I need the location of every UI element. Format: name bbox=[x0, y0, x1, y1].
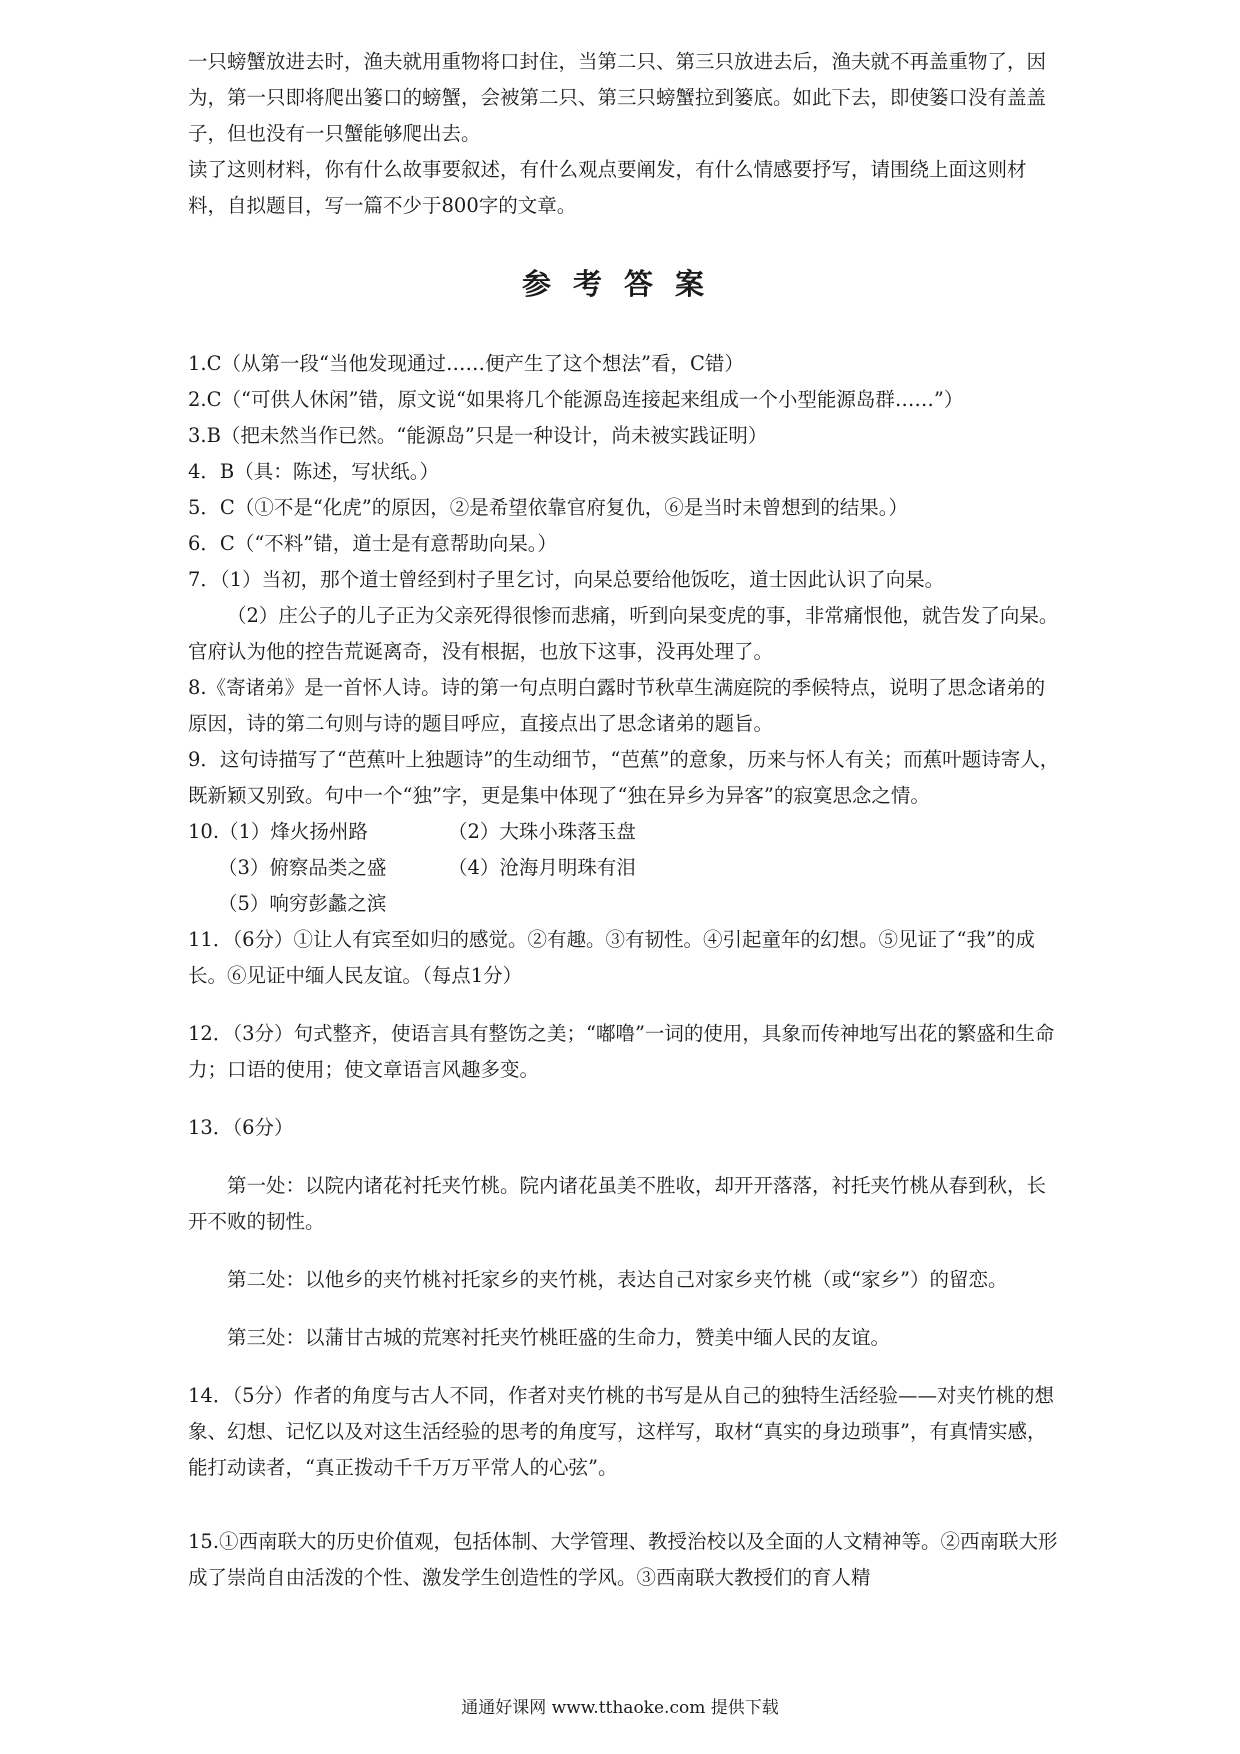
answer-key-title: 参考答案 bbox=[521, 267, 726, 301]
answer-10-item-4: （4）沧海月明珠有泪 bbox=[448, 856, 636, 879]
answer-8: 8.《寄诸弟》是一首怀人诗。诗的第一句点明白露时节秋草生满庭院的季候特点，说明了思念诸弟的原因，诗的第二句则与诗的题目呼应，直接点出了思念诸弟的题旨。 bbox=[188, 676, 1046, 735]
answer-12: 12．（3分）句式整齐，使语言具有整饬之美；“嘟噜”一词的使用，具象而传神地写出花的繁盛和生命力；口语的使用；使文章语言风趣多变。 bbox=[188, 1022, 1055, 1081]
answer-2: 2.C（“可供人休闲”错，原文说“如果将几个能源岛连接起来组成一个小型能源岛群……”） bbox=[188, 388, 964, 411]
answer-11: 11．（6分）①让人有宾至如归的感觉。②有趣。③有韧性。④引起童年的幻想。⑤见证了“我”的成长。⑥见证中缅人民友谊。（每点1分） bbox=[188, 928, 1035, 987]
answer-1: 1.C（从第一段“当他发现通过……便产生了这个想法”看，C错） bbox=[188, 352, 744, 375]
writing-prompt: 读了这则材料，你有什么故事要叙述，有什么观点要阐发，有什么情感要抒写，请围绕上面这则材料，自拟题目，写一篇不少于800字的文章。 bbox=[188, 158, 1027, 217]
answer-4: 4．B（具：陈述，写状纸。） bbox=[188, 460, 439, 483]
page-footer: 通通好课网 www.tthaoke.com 提供下载 bbox=[461, 1698, 779, 1718]
answer-10-item-1: 10.（1）烽火扬州路 bbox=[188, 820, 368, 843]
answer-10-row-2 bbox=[188, 850, 1060, 886]
answer-10-item-2: （2）大珠小珠落玉盘 bbox=[448, 820, 636, 843]
answer-5: 5．C（①不是“化虎”的原因，②是希望依靠官府复仇，⑥是当时未曾想到的结果。） bbox=[188, 496, 909, 519]
answer-10-item-5: （5）响穷彭蠡之滨 bbox=[218, 892, 387, 915]
answer-10-row-3 bbox=[188, 886, 1060, 922]
answer-7-part-2: （2）庄公子的儿子正为父亲死得很惨而悲痛，听到向杲变虎的事，非常痛恨他，就告发了向杲。官府认为他的控告荒诞离奇，没有根据，也放下这事，没再处理了。 bbox=[188, 604, 1059, 663]
answer-14: 14．（5分）作者的角度与古人不同，作者对夹竹桃的书写是从自己的独特生活经验——对夹竹桃的想象、幻想、记忆以及对这生活经验的思考的角度写，这样写，取材“真实的身边琐事”，有真情实感，能打动读者，“真正拨动千千万万平常人的心弦”。 bbox=[188, 1384, 1054, 1479]
document-page bbox=[188, 44, 1060, 1596]
answer-10-row-1 bbox=[188, 814, 1060, 850]
answer-13-point-3: 第三处：以蒲甘古城的荒寒衬托夹竹桃旺盛的生命力，赞美中缅人民的友谊。 bbox=[227, 1326, 891, 1349]
answer-10-item-3: （3）俯察品类之盛 bbox=[218, 856, 387, 879]
answer-7-part-1: 7．（1）当初，那个道士曾经到村子里乞讨，向杲总要给他饭吃，道士因此认识了向杲。 bbox=[188, 568, 945, 591]
answer-15: 15.①西南联大的历史价值观，包括体制、大学管理、教授治校以及全面的人文精神等。②西南联大形成了崇尚自由活泼的个性、激发学生创造性的学风。③西南联大教授们的育人精 bbox=[188, 1530, 1058, 1589]
material-paragraph: 一只螃蟹放进去时，渔夫就用重物将口封住，当第二只、第三只放进去后，渔夫就不再盖重物了，因为，第一只即将爬出篓口的螃蟹，会被第二只、第三只螃蟹拉到篓底。如此下去，即使篓口没有盖盖子，但也没有一只蟹能够爬出去。 bbox=[188, 50, 1047, 145]
answer-13-point-1: 第一处：以院内诸花衬托夹竹桃。院内诸花虽美不胜收，却开开落落，衬托夹竹桃从春到秋，长开不败的韧性。 bbox=[188, 1174, 1047, 1233]
answer-13-point-2: 第二处：以他乡的夹竹桃衬托家乡的夹竹桃，表达自己对家乡夹竹桃（或“家乡”）的留恋。 bbox=[227, 1268, 1008, 1291]
answer-9: 9．这句诗描写了“芭蕉叶上独题诗”的生动细节，“芭蕉”的意象，历来与怀人有关；而蕉叶题诗寄人，既新颖又别致。句中一个“独”字，更是集中体现了“独在异乡为异客”的寂寞思念之情。 bbox=[188, 748, 1060, 807]
answer-13-heading: 13．（6分） bbox=[188, 1116, 294, 1139]
answer-3: 3.B（把未然当作已然。“能源岛”只是一种设计，尚未被实践证明） bbox=[188, 424, 768, 447]
answer-6: 6．C（“不料”错，道士是有意帮助向杲。） bbox=[188, 532, 558, 555]
